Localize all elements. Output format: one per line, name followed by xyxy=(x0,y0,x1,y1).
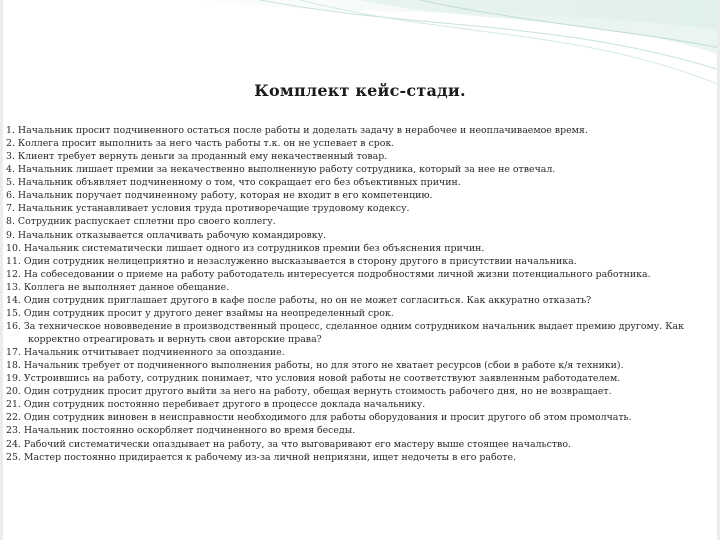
list-item: 6. Начальник поручает подчиненному работу, которая не входит в его компетенцию. xyxy=(6,190,433,202)
case-study-list xyxy=(6,124,718,464)
list-item: 13. Коллега не выполняет данное обещание. xyxy=(6,281,230,293)
list-item: 24. Рабочий систематически опаздывает на работу, за что выговаривают его мастеру выше стоящее начальство. xyxy=(6,438,571,450)
list-item: 15. Один сотрудник просит у другого денег взаймы на неопределенный срок. xyxy=(6,307,394,319)
list-item: 3. Клиент требует вернуть деньги за проданный ему некачественный товар. xyxy=(6,151,388,163)
list-item: 17. Начальник отчитывает подчиненного за опоздание. xyxy=(6,347,285,359)
list-item: 1. Начальник просит подчиненного остаться после работы и доделать задачу в нерабочее и неоплачиваемое время. xyxy=(6,125,588,136)
document-title: Комплект кейс-стади. xyxy=(254,81,466,100)
list-item: 5. Начальник объявляет подчиненному о том, что сокращает его без объективных причин. xyxy=(6,177,461,189)
list-item: 12. На собеседовании о приеме на работу работодатель интересуется подробностями личной жизни потенциального работника. xyxy=(6,268,651,280)
list-item: 7. Начальник устанавливает условия труда противоречащие трудовому кодексу. xyxy=(6,203,410,215)
list-item: 9. Начальник отказывается оплачивать рабочую командировку. xyxy=(6,229,327,241)
list-item: 18. Начальник требует от подчиненного выполнения работы, но для этого не хватает ресурсов (сбои в работе к/я техники). xyxy=(6,360,624,372)
list-item: 20. Один сотрудник просит другого выйти за него на работу, обещая вернуть стоимость рабочего дня, но не возвращает. xyxy=(6,386,612,398)
list-item: 10. Начальник систематически лишает одного из сотрудников премии без объяснения причин. xyxy=(6,242,485,254)
list-item: 14. Один сотрудник приглашает другого в кафе после работы, но он не может согласиться. Как аккуратно отказать? xyxy=(6,294,592,306)
list-item: 16. За техническое нововведение в производственный процесс, сделанное одним сотрудником начальник выдает премию другому. Как корректно отреагировать и вернуть свои авторские права? xyxy=(6,320,684,345)
list-item: 2. Коллега просит выполнить за него часть работы т.к. он не успевает в срок. xyxy=(6,138,395,150)
list-item: 22. Один сотрудник виновен в неисправности необходимого для работы оборудования и просит другого об этом промолчать. xyxy=(6,412,632,424)
list-item: 25. Мастер постоянно придирается к рабочему из-за личной неприязни, ищет недочеты в его работе. xyxy=(6,451,517,463)
list-item: 8. Сотрудник распускает сплетни про своего коллегу. xyxy=(6,216,276,228)
list-item: 23. Начальник постоянно оскорбляет подчиненного во время беседы. xyxy=(6,425,356,437)
list-item: 21. Один сотрудник постоянно перебивает другого в процессе доклада начальнику. xyxy=(6,399,426,411)
list-item: 19. Устроившись на работу, сотрудник понимает, что условия новой работы не соответствуют заявленным работодателем. xyxy=(6,373,621,385)
list-item: 4. Начальник лишает премии за некачественно выполненную работу сотрудника, который за нее не отвечал. xyxy=(6,164,556,176)
list-item: 11. Один сотрудник нелицеприятно и незаслуженно высказывается в сторону другого в присутствии начальника. xyxy=(6,255,577,267)
